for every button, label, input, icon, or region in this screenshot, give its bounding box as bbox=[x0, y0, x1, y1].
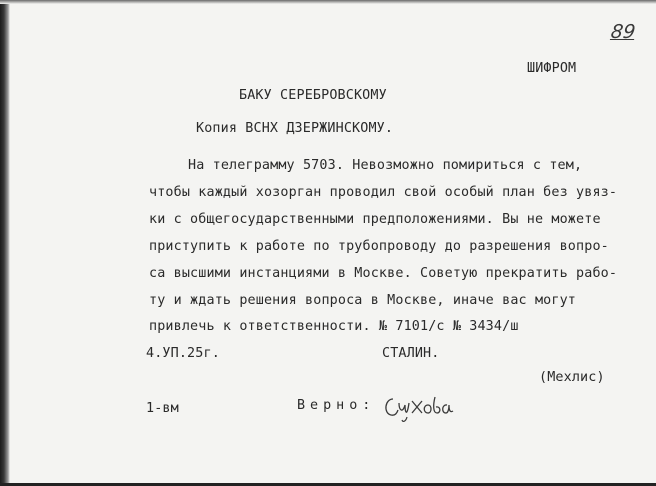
copy-line: Копия ВСНХ ДЗЕРЖИНСКОМУ. bbox=[196, 121, 394, 136]
handwritten-signature bbox=[381, 391, 455, 425]
registry-mark: 1-вм bbox=[146, 401, 179, 416]
body-line-6: ту и ждать решения вопроса в Москве, иначе вас могут bbox=[149, 293, 577, 308]
signer-name: СТАЛИН. bbox=[382, 346, 440, 361]
document-date: 4.УП.25г. bbox=[146, 346, 220, 361]
mekhlis-note: (Мехлис) bbox=[539, 370, 605, 385]
body-line-4: приступить к работе по трубопроводу до разрешения вопро- bbox=[149, 239, 609, 254]
verno-label: Верно: bbox=[297, 398, 376, 413]
body-line-5: са высшими инстанциями в Москве. Советую прекратить рабо- bbox=[149, 266, 618, 281]
cipher-mark: ШИФРОМ bbox=[527, 61, 577, 76]
body-line-2: чтобы каждый хозорган проводил свой особый план без увяз- bbox=[149, 185, 618, 200]
addressee: БАКУ СЕРЕБРОВСКОМУ bbox=[239, 88, 387, 103]
page-number: 89 bbox=[609, 21, 637, 43]
body-line-1: На телеграмму 5703. Невозможно помириться с тем, bbox=[188, 158, 583, 173]
scan-edge-left bbox=[0, 0, 10, 486]
body-line-7: привлечь к ответственности. № 7101/с № 3434/ш bbox=[149, 319, 519, 334]
scan-edge-top bbox=[0, 0, 656, 4]
body-line-3: ки с общегосударственными предположениями. Вы не можете bbox=[149, 212, 601, 227]
